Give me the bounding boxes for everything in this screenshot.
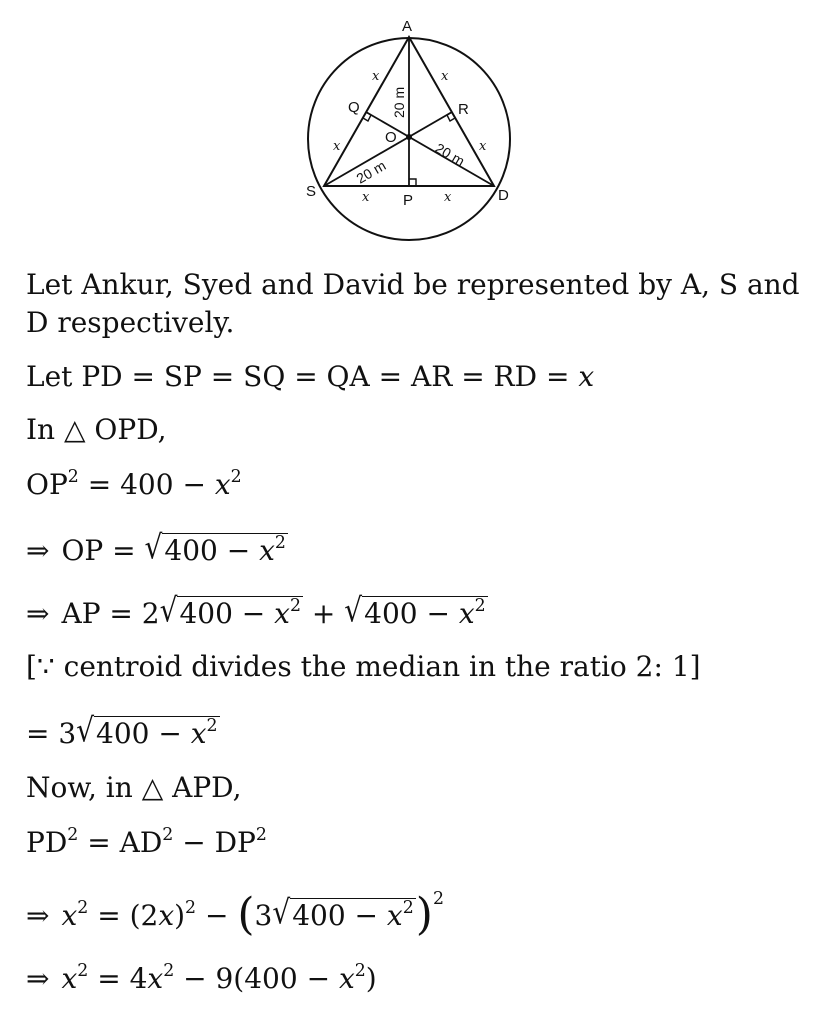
right-angle-P xyxy=(409,179,416,186)
equation-line-4: $OP^2 = 400 - x^2$ xyxy=(26,466,242,501)
sqrt-expression: $√400 - x^2$ xyxy=(144,527,286,567)
label-x-AR: x xyxy=(441,69,449,84)
equation-line-5: ⇒ OP = $√400 - x^2$ xyxy=(26,527,286,567)
text-line-3: In △ OPD, xyxy=(26,413,167,446)
label-D: D xyxy=(498,187,509,204)
label-20m-DO: 20 m xyxy=(432,139,468,170)
text-line-7: [∵ centroid divides the median in the ratio 2: 1] xyxy=(26,650,701,683)
equation-line-8: = $3√400 - x^2$ xyxy=(26,710,218,750)
label-A: A xyxy=(402,18,413,35)
equation-line-12: ⇒ $x^2 = 4x^2 - 9(400 - x^2)$ xyxy=(26,960,377,995)
equation-line-10: $PD^2 = AD^2 - DP^2$ xyxy=(26,824,267,859)
text-line-2: Let PD = SP = SQ = QA = AR = RD = x xyxy=(26,360,595,393)
text-line-1a: Let Ankur, Syed and David be represented by A, S and xyxy=(26,268,800,301)
label-x-RD: x xyxy=(479,139,487,154)
label-20m-AO: 20 m xyxy=(391,86,407,118)
text-line-9: Now, in △ APD, xyxy=(26,771,242,804)
sqrt-expression: $√400 - x^2$ xyxy=(272,892,414,932)
geometry-figure xyxy=(0,0,826,250)
equation-line-11: ⇒ $x^2 = (2x)^2 - (3√400 - x^2)^2$ xyxy=(26,889,444,940)
label-x-PD: x xyxy=(444,190,452,205)
label-x-QS: x xyxy=(333,139,341,154)
label-Q: Q xyxy=(348,99,360,116)
label-S: S xyxy=(306,183,317,200)
sqrt-expression: $√400 - x^2$ xyxy=(344,590,486,630)
text-line-1b: D respectively. xyxy=(26,306,235,339)
sqrt-expression: $√400 - x^2$ xyxy=(159,590,302,630)
equation-line-6: ⇒ AP = $2√400 - x^2 + √400 - x^2$ xyxy=(26,590,486,630)
label-R: R xyxy=(458,101,469,118)
label-x-AQ: x xyxy=(372,69,380,84)
label-P: P xyxy=(403,192,414,209)
label-x-SP: x xyxy=(362,190,370,205)
median-SR xyxy=(324,112,452,186)
centroid-point xyxy=(406,134,412,140)
label-O: O xyxy=(385,129,397,146)
sqrt-expression: $√400 - x^2$ xyxy=(76,710,218,750)
label-20m-SO: 20 m xyxy=(353,157,389,187)
median-DQ xyxy=(366,112,494,186)
